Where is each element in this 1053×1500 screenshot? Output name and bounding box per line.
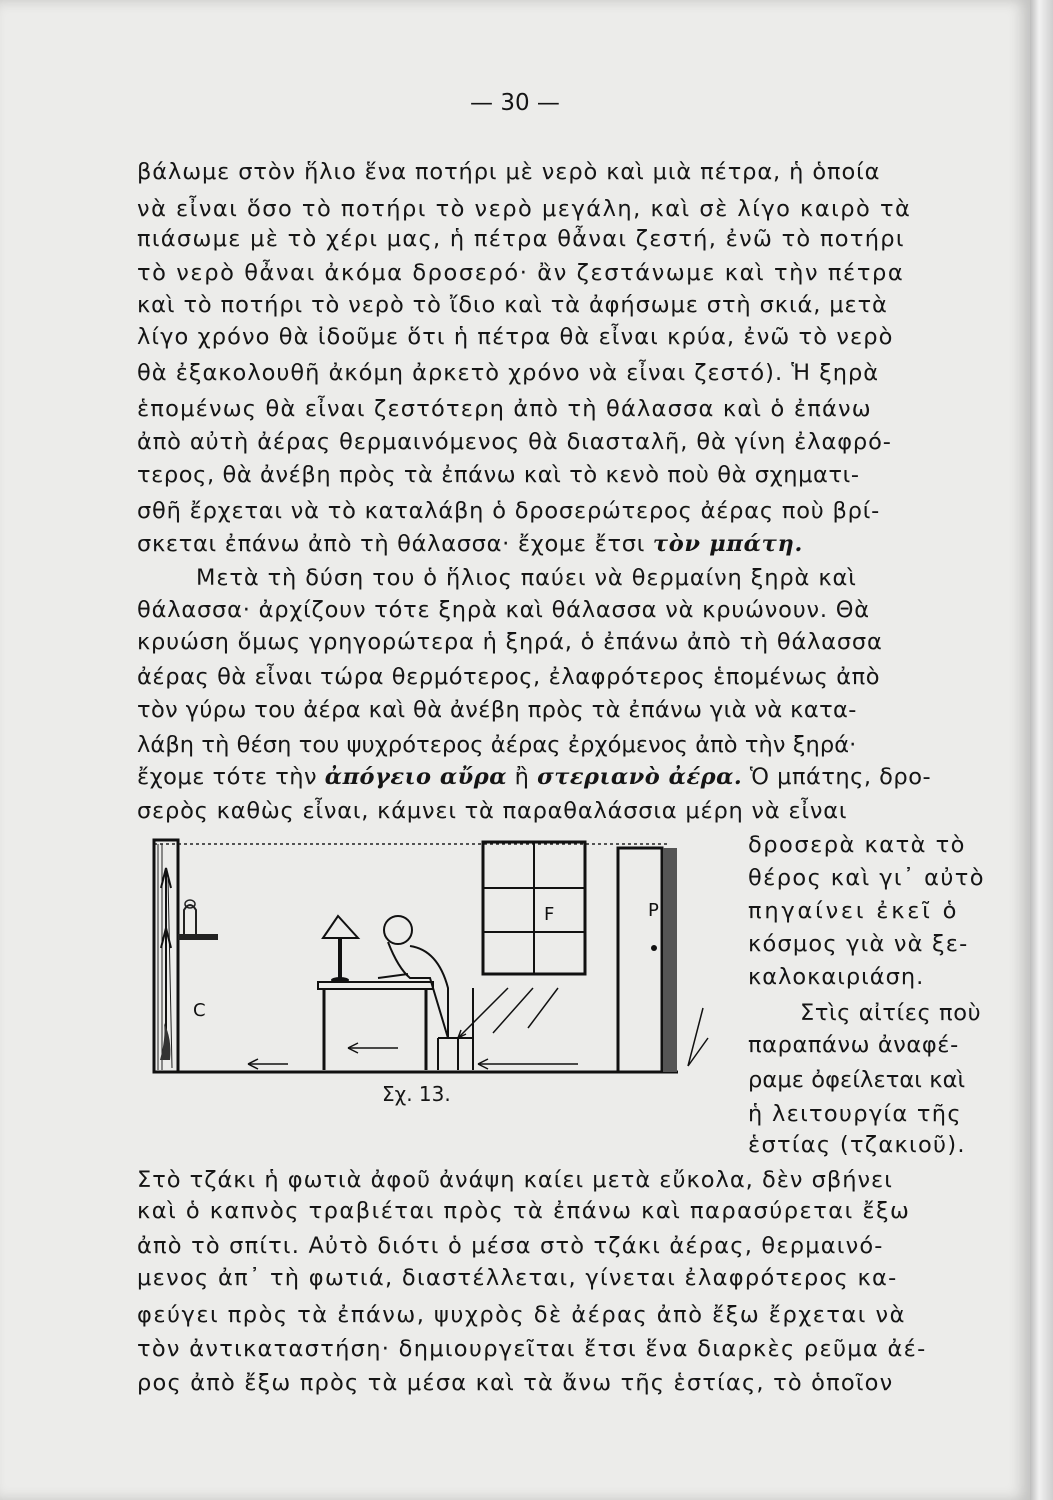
text-line [137, 529, 803, 559]
text-line: μενος ἀπ᾽ τὴ φωτιά, διαστέλλεται, γίνεται ἐλαφρότερος κα- [137, 1265, 898, 1291]
side-text-line: ἑστίας (τζακιοῦ). [748, 1132, 966, 1158]
bold-term-sterianos: στεριανὸ ἀέρα. [537, 764, 743, 790]
text-line: κρυώση ὅμως γρηγορώτερα ἡ ξηρά, ὁ ἐπάνω ἀπὸ τὴ θάλασσα [137, 629, 883, 655]
text-line: τερος, θὰ ἀνέβη πρὸς τὰ ἐπάνω καὶ τὸ κενὸ ποὺ θὰ σχηματι- [137, 462, 860, 488]
text-line: ἀέρας θὰ εἶναι τώρα θερμότερος, ἐλαφρότερος ἑπομένως ἀπὸ [137, 664, 881, 690]
book-page-edge [1030, 0, 1053, 1500]
text-line: φεύγει πρὸς τὰ ἐπάνω, ψυχρὸς δὲ ἀέρας ἀπὸ ἔξω ἔρχεται νὰ [137, 1302, 906, 1328]
text-line: βάλωμε στὸν ἥλιο ἕνα ποτήρι μὲ νερὸ καὶ μιὰ πέτρα, ἡ ὁποία [137, 159, 881, 185]
text-line: λάβη τὴ θέση του ψυχρότερος ἀέρας ἐρχόμενος ἀπὸ τὴν ξηρά· [137, 732, 857, 758]
text-line: τὸν ἀντικαταστήση· δημιουργεῖται ἔτσι ἕνα διαρκὲς ρεῦμα ἀέ- [137, 1336, 927, 1362]
text-line: σερὸς καθὼς εἶναι, κάμνει τὰ παραθαλάσσια μέρη νὰ εἶναι [137, 798, 848, 824]
text-line: πιάσωμε μὲ τὸ χέρι μας, ἡ πέτρα θἆναι ζεστή, ἐνῶ τὸ ποτήρι [137, 226, 905, 252]
text-span: ἢ [507, 764, 538, 790]
text-line: τὸ νερὸ θἆναι ἀκόμα δροσερό· ἂν ζεστάνωμε καὶ τὴν πέτρα [137, 260, 905, 286]
text-line: θὰ ἐξακολουθῆ ἀκόμη ἀρκετὸ χρόνο νὰ εἶναι ζεστό). Ἡ ξηρὰ [137, 360, 880, 386]
text-line: ἀπὸ τὸ σπίτι. Αὐτὸ διότι ὁ μέσα στὸ τζάκι ἀέρας, θερμαινό- [137, 1233, 884, 1259]
text-line: νὰ εἶναι ὅσο τὸ ποτήρι τὸ νερὸ μεγάλη, καὶ σὲ λίγο καιρὸ τὰ [137, 196, 912, 222]
side-text-line: κόσμος γιὰ νὰ ξε- [748, 931, 969, 957]
bold-term-apogeio: ἀπόγειο αὔρα [324, 764, 508, 790]
text-line: λίγο χρόνο θὰ ἰδοῦμε ὅτι ἡ πέτρα θὰ εἶναι κρύα, ἐνῶ τὸ νερὸ [137, 324, 894, 350]
text-span: σκεται ἐπάνω ἀπὸ τὴ θάλασσα· ἔχομε ἔτσι [137, 531, 653, 557]
label-f: F [544, 904, 555, 925]
label-p: P [648, 900, 659, 921]
side-text-line: Στὶς αἰτίες ποὺ [800, 1000, 982, 1026]
text-line: τὸν γύρω του ἀέρα καὶ θὰ ἀνέβη πρὸς τὰ ἐπάνω γιὰ νὰ κατα- [137, 697, 857, 723]
figure-caption: Σχ. 13. [382, 1082, 451, 1106]
side-text-line: παραπάνω ἀναφέ- [748, 1032, 959, 1058]
text-span: ἔχομε τότε τὴν [137, 764, 325, 790]
page-number: — 30 — [470, 90, 560, 116]
room-air-circulation-illustration [148, 838, 718, 1078]
side-text-line: δροσερὰ κατὰ τὸ [748, 832, 966, 858]
side-text-line: ἡ λειτουργία τῆς [748, 1101, 962, 1127]
text-line: ρος ἀπὸ ἔξω πρὸς τὰ μέσα καὶ τὰ ἄνω τῆς ἑστίας, τὸ ὁποῖον [137, 1370, 894, 1396]
text-line: θάλασσα· ἀρχίζουν τότε ξηρὰ καὶ θάλασσα νὰ κρυώνουν. Θὰ [137, 597, 870, 623]
bold-term-batis: τὸν μπάτη. [652, 531, 804, 557]
label-c: C [193, 1000, 206, 1021]
text-line [137, 762, 931, 792]
side-text-line: θέρος καὶ γι᾽ αὐτὸ [748, 865, 985, 891]
side-text-line: ραμε ὀφείλεται καὶ [748, 1067, 966, 1093]
text-line: Στὸ τζάκι ἡ φωτιὰ ἀφοῦ ἀνάψη καίει μετὰ εὔκολα, δὲν σβήνει [137, 1167, 893, 1193]
side-text-line: πηγαίνει ἐκεῖ ὁ [748, 898, 960, 924]
text-line: Μετὰ τὴ δύση του ὁ ἥλιος παύει νὰ θερμαίνη ξηρὰ καὶ [196, 565, 857, 591]
text-line: καὶ ὁ καπνὸς τραβιέται πρὸς τὰ ἐπάνω καὶ παρασύρεται ἔξω [137, 1198, 911, 1224]
side-text-line: καλοκαιριάση. [748, 964, 925, 990]
text-line: σθῆ ἔρχεται νὰ τὸ καταλάβη ὁ δροσερώτερος ἀέρας ποὺ βρί- [137, 498, 881, 524]
text-line: καὶ τὸ ποτήρι τὸ νερὸ τὸ ἴδιο καὶ τὰ ἀφήσωμε στὴ σκιά, μετὰ [137, 292, 888, 318]
text-line: ἀπὸ αὐτὴ ἀέρας θερμαινόμενος θὰ διασταλῆ, θὰ γίνη ἐλαφρό- [137, 429, 892, 455]
text-span: Ὁ μπάτης, δρο- [742, 764, 932, 790]
text-line: ἑπομένως θὰ εἶναι ζεστότερη ἀπὸ τὴ θάλασσα καὶ ὁ ἐπάνω [137, 396, 872, 422]
